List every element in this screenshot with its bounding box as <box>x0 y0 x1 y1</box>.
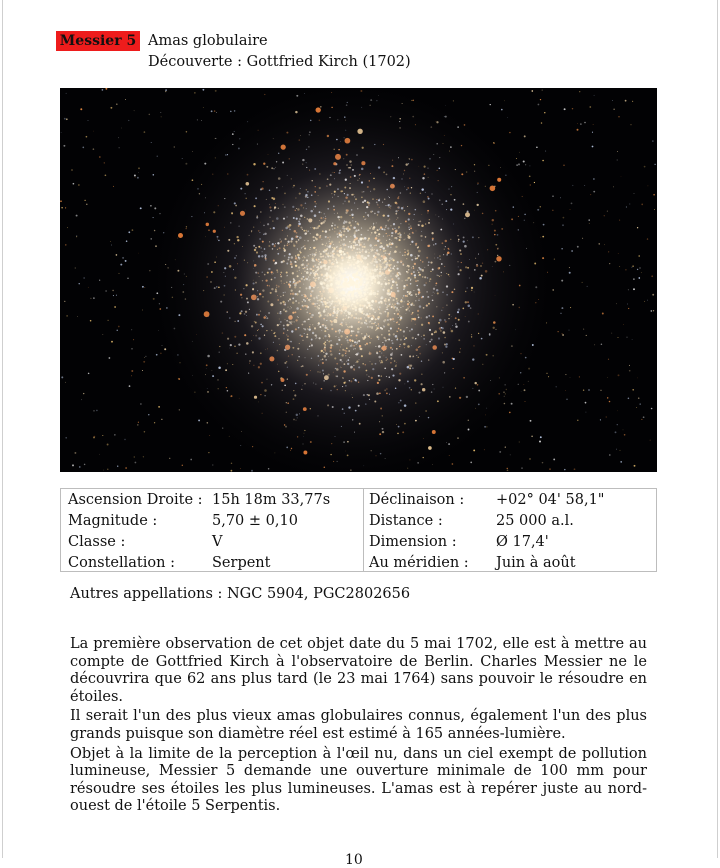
constellation-label: Constellation : <box>68 555 175 571</box>
declination-value: +02° 04' 58,1" <box>496 492 605 508</box>
object-type: Amas globulaire <box>148 33 268 49</box>
cluster-image <box>60 88 657 472</box>
globular-cluster-photo <box>60 88 657 472</box>
discovery-line: Découverte : Gottfried Kirch (1702) <box>148 54 411 70</box>
dimension-label: Dimension : <box>369 534 457 550</box>
page-number: 10 <box>345 852 363 868</box>
table-divider <box>363 489 364 571</box>
declination-label: Déclinaison : <box>369 492 465 508</box>
dimension-value: Ø 17,4' <box>496 534 549 550</box>
paragraph: La première observation de cet objet date du 5 mai 1702, elle est à mettre au compte de Gottfried Kirch à l'observatoire de Berlin. Charles Messier ne le découvrira que 62 ans plus tard (le 23 mai 1764) sans pouvoir le résoudre en étoiles. <box>70 636 647 705</box>
distance-value: 25 000 a.l. <box>496 513 574 529</box>
description-text <box>70 636 647 818</box>
ra-value: 15h 18m 33,77s <box>212 492 331 508</box>
object-tag: Messier 5 <box>56 31 140 51</box>
magnitude-label: Magnitude : <box>68 513 158 529</box>
class-label: Classe : <box>68 534 126 550</box>
constellation-value: Serpent <box>212 555 271 571</box>
info-table <box>60 488 657 572</box>
class-value: V <box>212 534 223 550</box>
ra-label: Ascension Droite : <box>68 492 203 508</box>
paragraph: Objet à la limite de la perception à l'œil nu, dans un ciel exempt de pollution lumineuse, Messier 5 demande une ouverture minimale de 100 mm pour résoudre ses étoiles les plus lumineuses. L'amas est à repérer juste au nord-ouest de l'étoile 5 Serpentis. <box>70 745 647 815</box>
other-designations: Autres appellations : NGC 5904, PGC2802656 <box>70 586 411 602</box>
meridian-value: Juin à août <box>496 555 576 571</box>
magnitude-value: 5,70 ± 0,10 <box>212 513 298 529</box>
distance-label: Distance : <box>369 513 443 529</box>
paragraph: Il serait l'un des plus vieux amas globulaires connus, également l'un des plus grands puisque son diamètre réel est estimé à 165 années-lumière. <box>70 708 647 742</box>
meridian-label: Au méridien : <box>369 555 469 571</box>
